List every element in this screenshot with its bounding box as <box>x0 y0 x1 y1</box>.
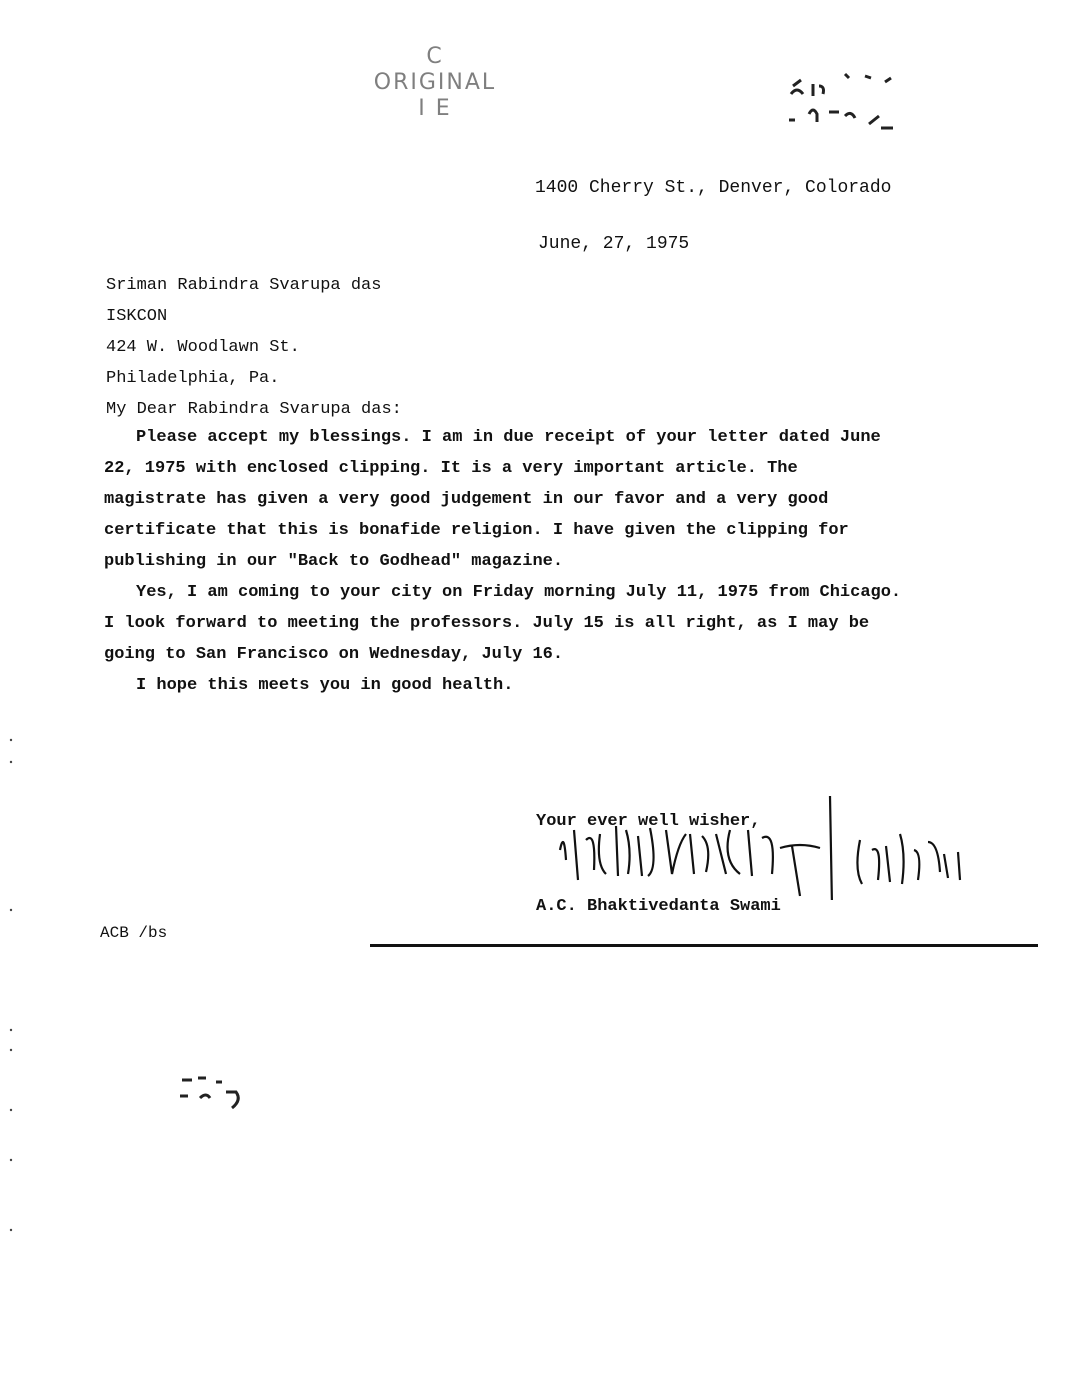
recipient-street: 424 W. Woodlawn St. <box>106 338 300 357</box>
stamp-line-2: ORIGINAL <box>373 70 497 95</box>
scan-edge-marks <box>6 730 16 1250</box>
recipient-block <box>106 270 402 425</box>
copy-original-file-stamp <box>360 44 510 122</box>
body-paragraph-2: Yes, I am coming to your city on Friday morning July 11, 1975 from Chicago. I look forward to meeting the professors. July 15 is all right, as I may be going to San Francisco on Wednesday, July 16. <box>104 583 902 664</box>
stamp-line-1: C <box>426 44 444 69</box>
reference-initials: ACB /bs <box>100 924 168 942</box>
body-paragraph-1: Please accept my blessings. I am in due receipt of your letter dated June 22, 1975 with enclosed clipping. It is a very important article. The magistrate has given a very good judgement in our favor and a very good certificate that this is bonafide religion. I have given the clipping for publishing in our "Back to Godhead" magazine. <box>104 428 881 571</box>
horizontal-rule <box>370 944 1038 947</box>
corner-handwritten-mark <box>785 68 900 138</box>
recipient-city: Philadelphia, Pa. <box>106 369 280 388</box>
closing-line: Your ever well wisher, <box>536 812 761 831</box>
stamp-line-3: I E <box>418 96 452 121</box>
body-paragraph-3: I hope this meets you in good health. <box>136 676 514 695</box>
salutation: My Dear Rabindra Svarupa das: <box>106 400 402 419</box>
letter-body <box>104 422 904 701</box>
bottom-handwritten-mark <box>176 1070 266 1110</box>
signer-name: A.C. Bhaktivedanta Swami <box>536 897 781 916</box>
recipient-organization: ISKCON <box>106 307 168 326</box>
letter-date: June, 27, 1975 <box>538 234 690 254</box>
sender-address: 1400 Cherry St., Denver, Colorado <box>535 178 892 198</box>
handwritten-signature <box>530 790 980 900</box>
recipient-name: Sriman Rabindra Svarupa das <box>106 276 382 295</box>
